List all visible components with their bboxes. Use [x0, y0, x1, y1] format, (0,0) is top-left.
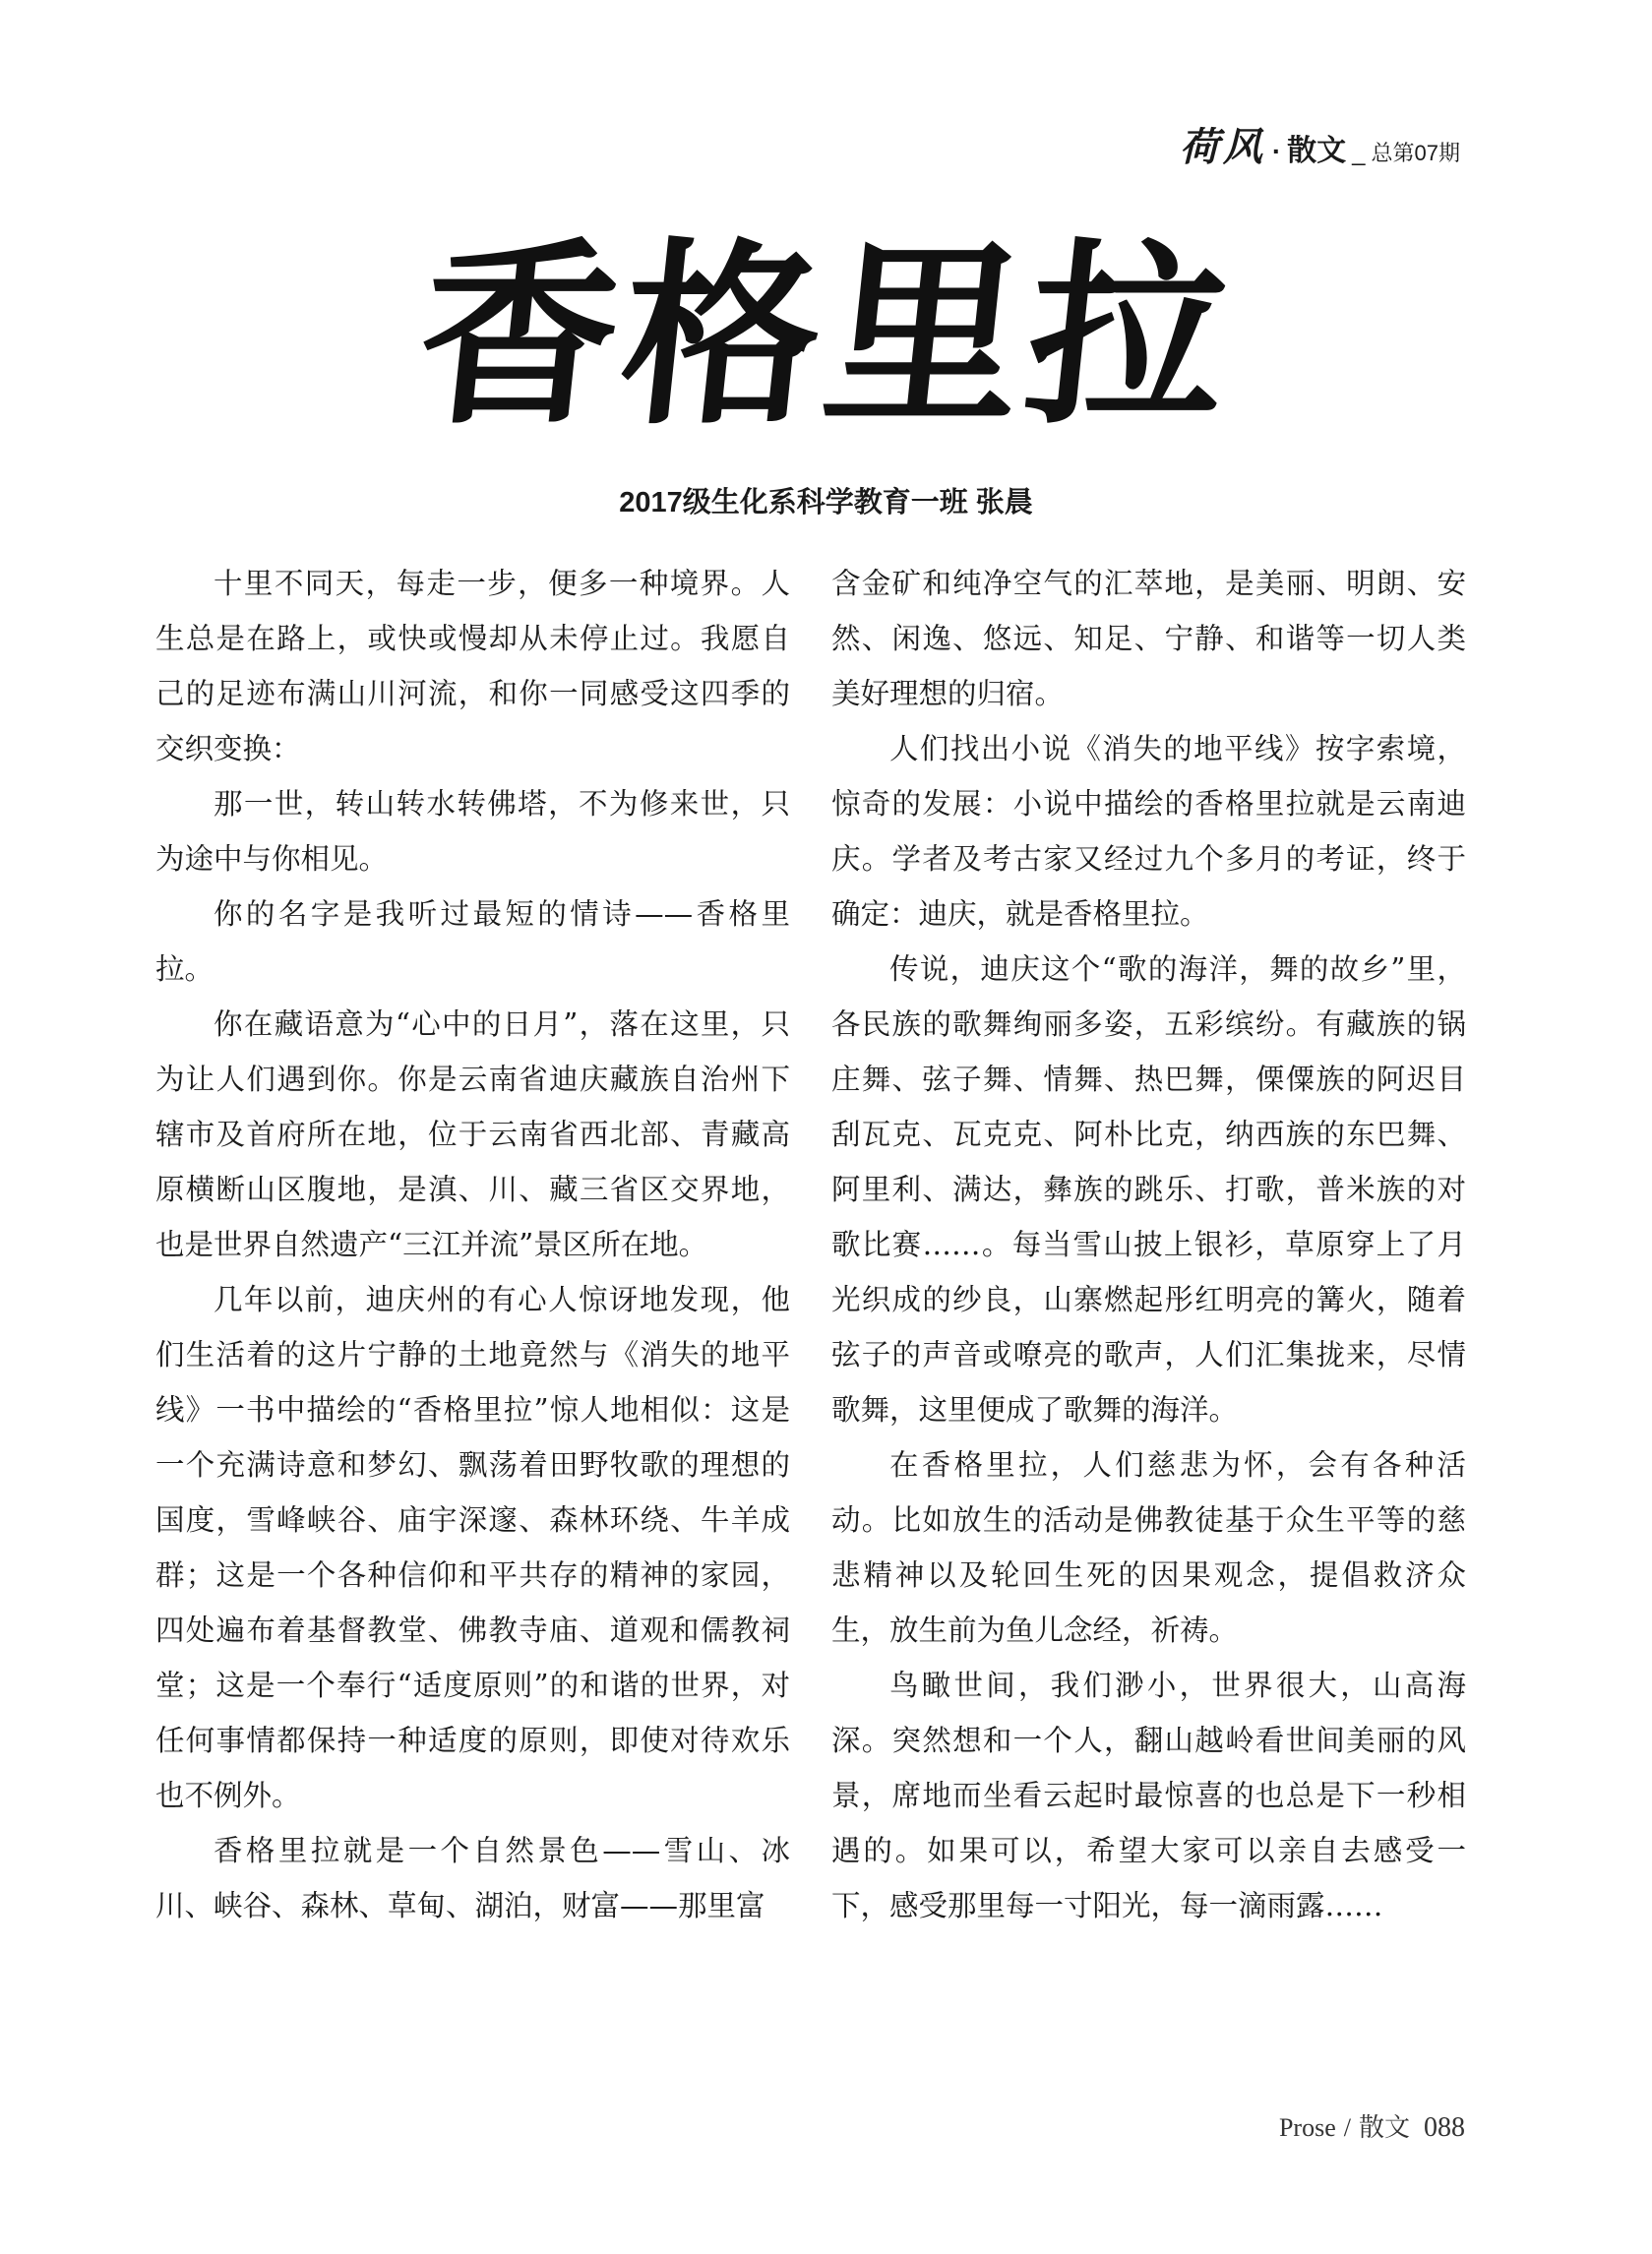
footer-slash: / — [1343, 2113, 1351, 2142]
right-column — [831, 556, 1466, 1933]
footer-label-en: Prose — [1278, 2113, 1336, 2142]
page-number: 088 — [1424, 2112, 1465, 2143]
paragraph: 人们找出小说《消失的地平线》按字索境，惊奇的发展：小说中描绘的香格里拉就是云南迪庆。学者及考古家又经过九个多月的考证，终于确定：迪庆，就是香格里拉。 — [831, 732, 1466, 931]
paragraph: 那一世，转山转水转佛塔，不为修来世，只为途中与你相见。 — [155, 787, 790, 876]
paragraph: 你在藏语意为“心中的日月”，落在这里，只为让人们遇到你。你是云南省迪庆藏族自治州下辖市及首府所在地，位于云南省西北部、青藏高原横断山区腹地，是滇、川、藏三省区交界地，也是世界自然遗产“三江并流”景区所在地。 — [155, 1007, 790, 1261]
footer-label-cn: 散文 — [1358, 2113, 1410, 2142]
paragraph: 鸟瞰世间，我们渺小，世界很大，山高海深。突然想和一个人，翻山越岭看世间美丽的风景，席地而坐看云起时最惊喜的也总是下一秒相遇的。如果可以，希望大家可以亲自去感受一下，感受那里每一寸阳光，每一滴雨露…… — [831, 1669, 1466, 1922]
section-label: 散文 — [1287, 135, 1347, 167]
issue-number: 总第07期 — [1371, 141, 1460, 165]
paragraph: 你的名字是我听过最短的情诗——香格里拉。 — [155, 897, 790, 986]
paragraph-continuation: 含金矿和纯净空气的汇萃地，是美丽、明朗、安然、闲逸、悠远、知足、宁静、和谐等一切人类美好理想的归宿。 — [831, 567, 1466, 710]
header-dot: · — [1271, 136, 1282, 166]
paragraph: 在香格里拉，人们慈悲为怀，会有各种活动。比如放生的活动是佛教徒基于众生平等的慈悲精神以及轮回生死的因果观念，提倡救济众生，放生前为鱼儿念经，祈祷。 — [831, 1448, 1466, 1647]
article-title: 香格里拉 — [408, 220, 1244, 452]
page-header — [1180, 116, 1460, 172]
paragraph: 香格里拉就是一个自然景色——雪山、冰川、峡谷、森林、草甸、湖泊，财富——那里富 — [155, 1834, 790, 1922]
article-byline: 2017级生化系科学教育一班 张晨 — [619, 487, 1033, 518]
header-separator: _ — [1352, 140, 1366, 166]
paragraph: 几年以前，迪庆州的有心人惊讶地发现，他们生活着的这片宁静的土地竟然与《消失的地平线》一书中描绘的“香格里拉”惊人地相似：这是一个充满诗意和梦幻、飘荡着田野牧歌的理想的国度，雪峰峡谷、庙宇深邃、森林环绕、牛羊成群；这是一个各种信仰和平共存的精神的家园，四处遍布着基督教堂、佛教寺庙、道观和儒教祠堂；这是一个奉行“适度原则”的和谐的世界，对任何事情都保持一种适度的原则，即使对待欢乐也不例外。 — [155, 1283, 790, 1812]
page-footer — [1279, 2107, 1465, 2144]
paragraph: 传说，迪庆这个“歌的海洋，舞的故乡”里，各民族的歌舞绚丽多姿，五彩缤纷。有藏族的锅庄舞、弦子舞、情舞、热巴舞，傈僳族的阿迟目刮瓦克、瓦克克、阿朴比克，纳西族的东巴舞、阿里利、满达，彝族的跳乐、打歌，普米族的对歌比赛……。每当雪山披上银衫，草原穿上了月光织成的纱良，山寨燃起彤红明亮的篝火，随着弦子的声音或嘹亮的歌声，人们汇集拢来，尽情歌舞，这里便成了歌舞的海洋。 — [831, 952, 1466, 1427]
paragraph: 十里不同天，每走一步，便多一种境界。人生总是在路上，或快或慢却从未停止过。我愿自己的足迹布满山川河流，和你一同感受这四季的交织变换： — [155, 567, 790, 765]
magazine-logo: 荷风 — [1179, 124, 1266, 170]
left-column — [155, 556, 790, 1933]
